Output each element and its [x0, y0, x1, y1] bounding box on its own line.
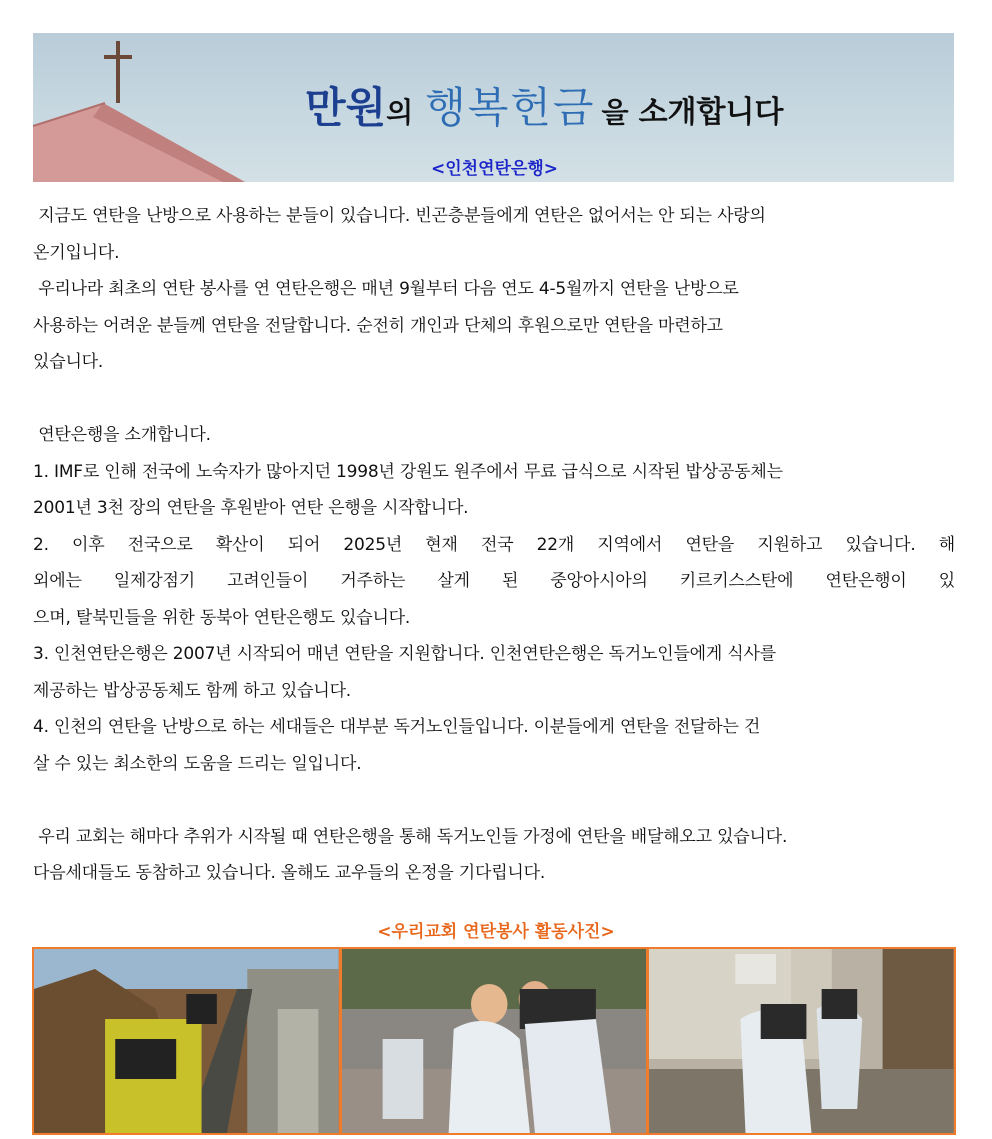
list-item-4: 4. 인천의 연탄을 난방으로 하는 세대들은 대부분 독거노인들입니다. 이분들에게 연탄을 전달하는 건	[33, 717, 761, 737]
cross-icon	[116, 41, 120, 103]
list-item-2-cont: 외에는 일제강점기 고려인들이 거주하는 살게 된 중앙아시아의 키르키스스탄에 연탄은행이 있	[33, 571, 955, 591]
list-item-4-cont: 살 수 있는 최소한의 도움을 드리는 일입니다.	[33, 753, 362, 774]
intro-line: 온기입니다.	[33, 242, 120, 263]
list-item-2-cont: 으며, 탈북민들을 위한 동북아 연탄은행도 있습니다.	[33, 607, 411, 628]
banner-subtitle: <인천연탄은행>	[431, 159, 559, 179]
volunteer-photo-children	[342, 949, 647, 1133]
list-item-3-cont: 제공하는 밥상공동체도 함께 하고 있습니다.	[33, 680, 352, 701]
list-item-3: 3. 인천연탄은행은 2007년 시작되어 매년 연탄을 지원합니다. 인천연탄은행은 독거노인들에게 식사를	[33, 644, 776, 664]
list-item-1-cont: 2001년 3천 장의 연탄을 후원받아 연탄 은행을 시작합니다.	[33, 498, 469, 518]
volunteer-photo-alley	[649, 949, 954, 1133]
intro-line: 지금도 연탄을 난방으로 사용하는 분들이 있습니다. 빈곤층분들에게 연탄은 없어서는 안 되는 사랑의	[33, 206, 766, 226]
bank-line: 우리나라 최초의 연탄 봉사를 연 연탄은행은 매년 9월부터 다음 연도 4-5월까지 연탄을 난방으로	[33, 279, 739, 299]
church-line: 우리 교회는 해마다 추위가 시작될 때 연탄은행을 통해 독거노인들 가정에 연탄을 배달해오고 있습니다.	[33, 826, 788, 847]
title-particle: 의	[386, 96, 414, 129]
volunteer-photo-stairs	[34, 949, 339, 1133]
header-banner	[33, 33, 954, 182]
title-manwon: 만원	[305, 83, 387, 132]
photo-strip	[32, 947, 956, 1135]
list-item-2: 2. 이후 전국으로 확산이 되어 2025년 현재 전국 22개 지역에서 연탄을 지원하고 있습니다. 해	[33, 534, 955, 555]
church-line: 다음세대들도 동참하고 있습니다. 올해도 교우들의 온정을 기다립니다.	[33, 863, 546, 883]
title-introduce: 소개합니다	[638, 95, 784, 130]
banner-title	[305, 75, 783, 135]
bank-line: 사용하는 어려운 분들께 연탄을 전달합니다. 순전히 개인과 단체의 후원으로만 연탄을 마련하고	[33, 315, 723, 336]
title-object-particle: 을	[601, 96, 629, 129]
list-item-1: 1. IMF로 인해 전국에 노숙자가 많아지던 1998년 강원도 원주에서 무료 급식으로 시작된 밥상공동체는	[33, 461, 783, 482]
section-heading: 연탄은행을 소개합니다.	[33, 425, 211, 445]
title-happiness-offering: 행복헌금	[425, 83, 596, 132]
photos-caption: <우리교회 연탄봉사 활동사진>	[377, 922, 615, 942]
article-body	[33, 198, 955, 892]
bank-line: 있습니다.	[33, 352, 104, 372]
